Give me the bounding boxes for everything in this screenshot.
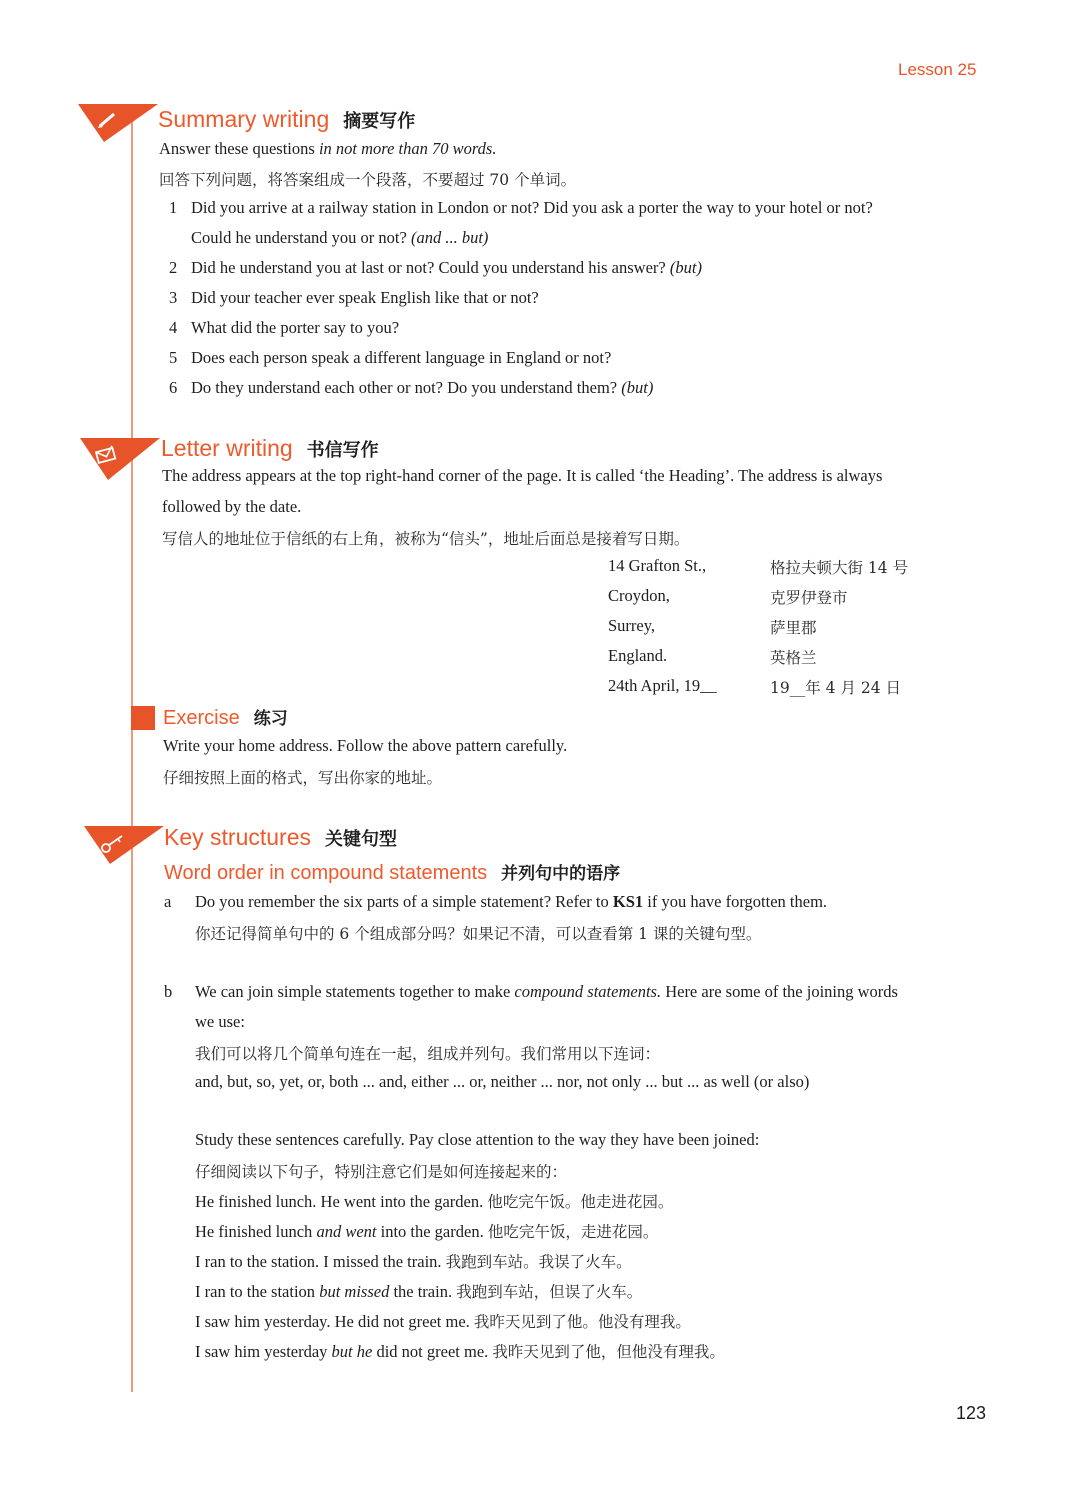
exercise-text-cn: 仔细按照上面的格式，写出你家的地址。 bbox=[163, 769, 443, 787]
letter-para-line1: The address appears at the top right-hand corner of the page. It is called ‘the Heading’. The address is always bbox=[162, 466, 883, 485]
exercise-title-row bbox=[163, 704, 288, 730]
example-3: I ran to the station. I missed the train. 我跑到车站。我误了火车。 bbox=[195, 1252, 632, 1271]
key-subtitle-row bbox=[164, 859, 620, 885]
address-cn-2: 克罗伊登市 bbox=[770, 589, 848, 607]
address-cn-3: 萨里郡 bbox=[770, 619, 817, 637]
summary-instruction-cn: 回答下列问题，将答案组成一个段落，不要超过 70 个单词。 bbox=[159, 171, 577, 189]
item-b-text-line2: we use: bbox=[195, 1012, 245, 1031]
address-cn-4: 英格兰 bbox=[770, 649, 817, 667]
key-subtitle-cn: 并列句中的语序 bbox=[501, 864, 621, 884]
margin-rule bbox=[131, 105, 133, 1392]
study-instruction: Study these sentences carefully. Pay close attention to the way they have been joined: bbox=[195, 1130, 760, 1149]
summary-instruction: Answer these questions in not more than 70 words. bbox=[159, 139, 497, 158]
letter-title-row bbox=[161, 435, 379, 462]
item-a-label: a bbox=[164, 892, 172, 911]
key-title-cn: 关键句型 bbox=[325, 829, 397, 850]
exercise-text: Write your home address. Follow the above pattern carefully. bbox=[163, 736, 568, 755]
item-b-text: We can join simple statements together to make compound statements. Here are some of the joining words bbox=[195, 982, 898, 1001]
example-4: I ran to the station but missed the train. 我跑到车站，但误了火车。 bbox=[195, 1282, 643, 1301]
summary-title-cn: 摘要写作 bbox=[343, 111, 416, 132]
key-icon bbox=[84, 826, 166, 864]
key-title-row bbox=[164, 824, 397, 851]
exercise-title-cn: 练习 bbox=[253, 709, 288, 729]
joining-words: and, but, so, yet, or, both ... and, either ... or, neither ... nor, not only ... but ... as well (or also) bbox=[195, 1072, 810, 1091]
address-line-3: Surrey, bbox=[608, 616, 656, 635]
question-4: 4 What did the porter say to you? bbox=[169, 318, 400, 337]
lesson-label: Lesson 25 bbox=[898, 60, 977, 79]
address-line-1: 14 Grafton St., bbox=[608, 556, 707, 575]
question-1-cont: Could he understand you or not? (and ... but) bbox=[191, 228, 489, 247]
letter-para-cn: 写信人的地址位于信纸的右上角，被称为“信头”，地址后面总是接着写日期。 bbox=[162, 530, 690, 548]
exercise-marker bbox=[131, 706, 155, 730]
address-line-4: England. bbox=[608, 646, 668, 665]
example-6: I saw him yesterday but he did not greet me. 我昨天见到了他，但他没有理我。 bbox=[195, 1342, 725, 1361]
example-2: He finished lunch and went into the garden. 他吃完午饭，走进花园。 bbox=[195, 1222, 659, 1241]
item-a-cn: 你还记得简单句中的 6 个组成部分吗？如果记不清，可以查看第 1 课的关键句型。 bbox=[195, 925, 762, 943]
question-3: 3 Did your teacher ever speak English like that or not? bbox=[169, 288, 539, 307]
summary-title: Summary writing bbox=[158, 106, 330, 132]
letter-title: Letter writing bbox=[161, 435, 293, 461]
summary-title-row bbox=[158, 106, 415, 133]
example-1: He finished lunch. He went into the garden. 他吃完午饭。他走进花园。 bbox=[195, 1192, 674, 1211]
key-subtitle: Word order in compound statements bbox=[164, 862, 488, 884]
address-date-cn: 19__年 4 月 24 日 bbox=[770, 679, 902, 697]
exercise-title: Exercise bbox=[163, 707, 240, 729]
letter-para-line2: followed by the date. bbox=[162, 497, 302, 516]
address-cn-1: 格拉夫顿大街 14 号 bbox=[770, 559, 909, 577]
key-title: Key structures bbox=[164, 824, 311, 850]
envelope-icon bbox=[80, 438, 162, 480]
page-number: 123 bbox=[956, 1403, 987, 1423]
item-a-text: Do you remember the six parts of a simple statement? Refer to KS1 if you have forgotten them. bbox=[195, 892, 828, 911]
question-2: 2 Did he understand you at last or not? Could you understand his answer? (but) bbox=[169, 258, 702, 277]
question-6: 6 Do they understand each other or not? Do you understand them? (but) bbox=[169, 378, 654, 397]
example-5: I saw him yesterday. He did not greet me. 我昨天见到了他。他没有理我。 bbox=[195, 1312, 691, 1331]
address-line-2: Croydon, bbox=[608, 586, 670, 605]
item-b-cn: 我们可以将几个简单句连在一起，组成并列句。我们常用以下连词： bbox=[195, 1045, 661, 1063]
pencil-icon bbox=[78, 104, 160, 142]
item-b-label: b bbox=[164, 982, 173, 1001]
question-1: 1 Did you arrive at a railway station in London or not? Did you ask a porter the way to your hotel or not? bbox=[169, 198, 873, 217]
study-instruction-cn: 仔细阅读以下句子，特别注意它们是如何连接起来的： bbox=[195, 1163, 568, 1181]
question-5: 5 Does each person speak a different language in England or not? bbox=[169, 348, 612, 367]
letter-title-cn: 书信写作 bbox=[306, 440, 379, 461]
address-date: 24th April, 19__ bbox=[608, 676, 717, 695]
